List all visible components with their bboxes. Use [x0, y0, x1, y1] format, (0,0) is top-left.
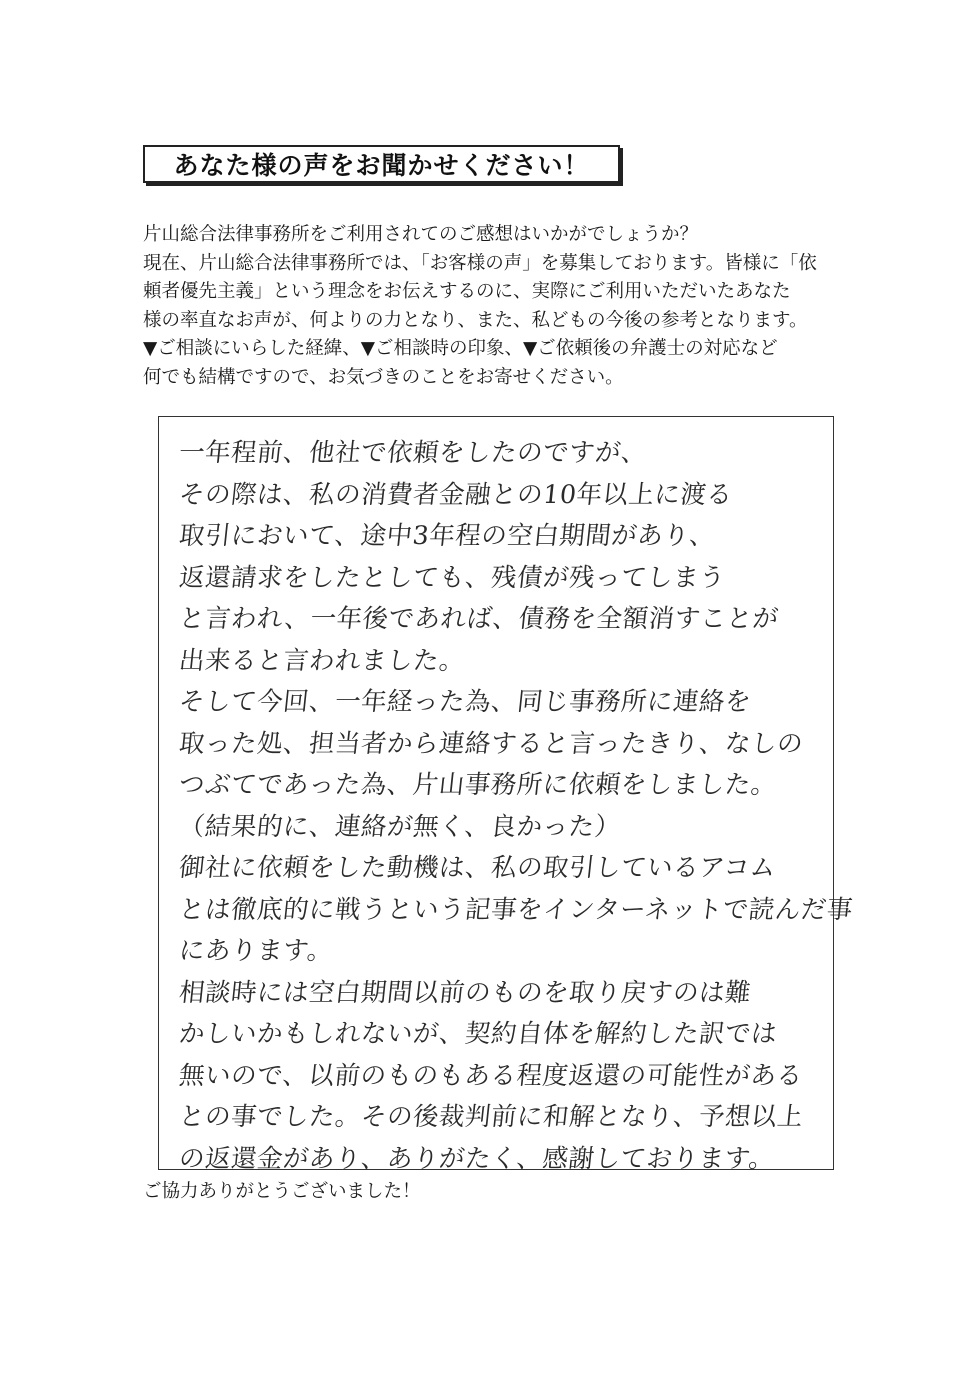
intro-line: ▼ご相談にいらした経緯、▼ご相談時の印象、▼ご依頼後の弁護士の対応など	[143, 338, 778, 359]
handwritten-line: 無いので、以前のものもある程度返還の可能性がある	[177, 1060, 805, 1091]
handwritten-line: 取った処、担当者から連絡すると言ったきり、なしの	[177, 728, 805, 759]
handwritten-response	[177, 433, 855, 1180]
handwritten-line: 取引において、途中3年程の空白期間があり、	[177, 521, 717, 551]
handwritten-response-box	[158, 416, 855, 1174]
handwritten-line: その際は、私の消費者金融との10年以上に渡る	[177, 479, 735, 510]
closing-thanks: ご協力ありがとうございました！	[143, 1181, 421, 1202]
title-box	[143, 145, 620, 183]
handwritten-line: との事でした。その後裁判前に和解となり、予想以上	[177, 1102, 805, 1132]
handwritten-line: と言われ、一年後であれば、債務を全額消すことが	[177, 604, 781, 634]
intro-line: 頼者優先主義」という理念をお伝えするのに、実際にご利用いただいたあなた	[143, 281, 791, 302]
intro-line: 片山総合法律事務所をご利用されてのご感想はいかがでしょうか？	[143, 224, 699, 245]
handwritten-line: 出来ると言われました。	[177, 645, 467, 676]
handwritten-line: そして今回、一年経った為、同じ事務所に連絡を	[177, 687, 753, 717]
handwritten-line: にあります。	[177, 936, 335, 966]
handwritten-line: の返還金があり、ありがたく、感謝しております。	[177, 1143, 777, 1174]
handwritten-line: 相談時には空白期間以前のものを取り戻すのは難	[177, 977, 753, 1008]
intro-line: 様の率直なお声が、何よりの力となり、また、私どもの今後の参考となります。	[143, 309, 808, 331]
intro-line: 何でも結構ですので、お気づきのことをお寄せください。	[143, 366, 624, 388]
handwritten-line: かしいかもしれないが、契約自体を解約した訳では	[177, 1019, 779, 1049]
handwritten-line: つぶてであった為、片山事務所に依頼をしました。	[177, 770, 779, 800]
handwritten-line: とは徹底的に戦うという記事をインターネットで読んだ事	[177, 894, 855, 925]
handwritten-line: 返還請求をしたとしても、残債が残ってしまう	[177, 562, 727, 593]
handwritten-line: 御社に依頼をした動機は、私の取引しているアコム	[177, 853, 778, 883]
handwritten-line: （結果的に、連絡が無く、良かった）	[177, 811, 623, 842]
intro-line: 現在、片山総合法律事務所では、「お客様の声」を募集しております。皆様に「依	[143, 252, 817, 274]
handwritten-line: 一年程前、他社で依頼をしたのですが、	[177, 438, 649, 468]
page-title: あなた様の声をお聞かせください！	[173, 151, 590, 180]
intro-text	[143, 221, 843, 392]
